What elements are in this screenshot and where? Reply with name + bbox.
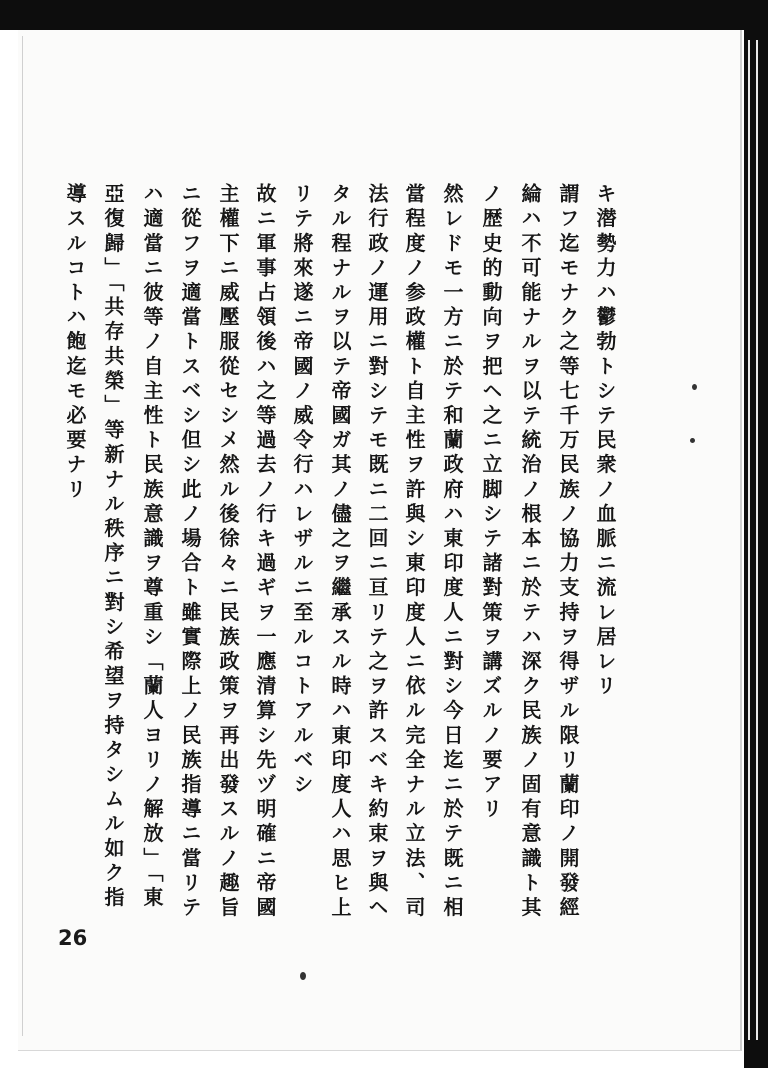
text-column-14: 亞復歸」「共存共榮」等新ナル秩序ニ對シ希望ヲ持タシムル如ク指: [101, 183, 125, 911]
page-number: 26: [58, 926, 88, 950]
text-column-10: 故ニ軍事占領後ハ之等過去ノ行キ過ギヲ一應清算シ先ヅ明確ニ帝國: [253, 183, 277, 921]
text-column-11: 主權下ニ威壓服從セシメ然ル後徐々ニ民族政策ヲ再出發スルノ趣旨: [216, 183, 240, 921]
text-column-7: 法行政ノ運用ニ對シテモ既ニ二回ニ亘リテ之ヲ許スベキ約束ヲ與ヘ: [365, 183, 389, 921]
text-column-4: ノ歴史的動向ヲ把ヘ之ニ立脚シテ諸對策ヲ講ズルノ要アリ: [479, 183, 503, 823]
text-column-12: ニ從フヲ適當トスベシ但シ此ノ場合ト雖實際上ノ民族指導ニ當リテ: [178, 183, 202, 921]
scan-border-top: [0, 0, 768, 30]
text-column-13: ハ適當ニ彼等ノ自主性ト民族意識ヲ尊重シ「蘭人ヨリノ解放」「東: [140, 183, 164, 911]
text-column-15: 導スルコトハ飽迄モ必要ナリ: [63, 183, 87, 503]
text-column-2: 謂フ迄モナク之等七千万民族ノ協力支持ヲ得ザル限リ蘭印ノ開發經: [556, 183, 580, 921]
ink-speck: [300, 972, 306, 980]
text-column-9: リテ將來遂ニ帝國ノ威令行ハレザルニ至ルコトアルベシ: [290, 183, 314, 798]
text-column-8: タル程ナルヲ以テ帝國ガ其ノ儘之ヲ繼承スル時ハ東印度人ハ思ヒ上: [328, 183, 352, 921]
text-column-3: 綸ハ不可能ナルヲ以テ統治ノ根本ニ於テハ深ク民族ノ固有意識ト其: [518, 183, 542, 921]
text-column-5: 然レドモ一方ニ於テ和蘭政府ハ東印度人ニ對シ今日迄ニ於テ既ニ相: [440, 183, 464, 921]
ink-speck: [690, 438, 695, 443]
scan-border-right: [744, 0, 768, 1068]
paper-edge-line: [22, 36, 23, 1036]
ink-speck: [692, 384, 697, 390]
text-column-6: 當程度ノ参政權ト自主性ヲ許與シ東印度人ニ依ル完全ナル立法、司: [402, 183, 426, 921]
text-column-1: キ潜勢力ハ鬱勃トシテ民衆ノ血脈ニ流レ居レリ: [593, 183, 617, 700]
